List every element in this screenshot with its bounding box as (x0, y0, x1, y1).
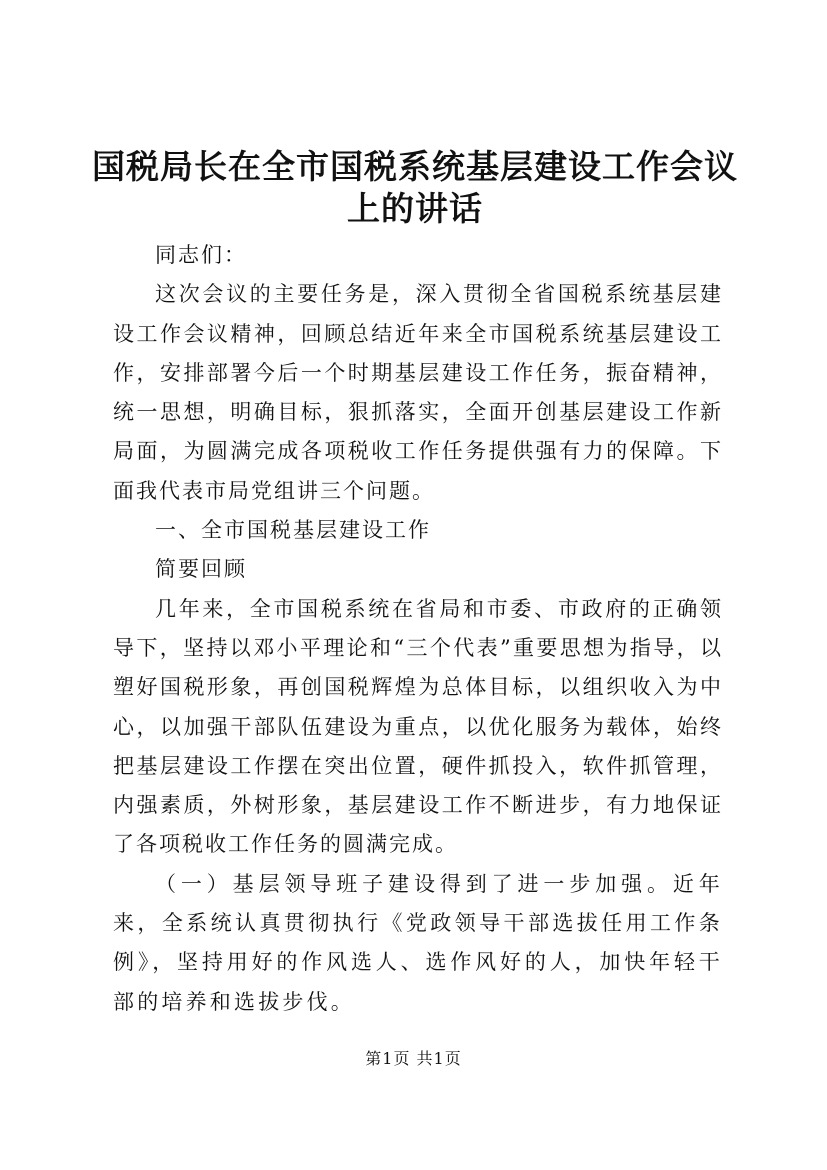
document-body (113, 236, 723, 1022)
intro-paragraph: 这次会议的主要任务是，深入贯彻全省国税系统基层建设工作会议精神，回顾总结近年来全市国税系统基层建设工作，安排部署今后一个时期基层建设工作任务，振奋精神，统一思想，明确目标，狠抓落实，全面开创基层建设工作新局面，为圆满完成各项税收工作任务提供强有力的保障。下面我代表市局党组讲三个问题。 (113, 282, 723, 503)
page-footer: 第1页 共1页 (365, 1049, 462, 1068)
leadership-paragraph: （一）基层领导班子建设得到了进一步加强。近年来，全系统认真贯彻执行《党政领导干部选拔任用工作条例》，坚持用好的作风选人、选作风好的人，加快年轻干部的培养和选拔步伐。 (113, 871, 723, 1014)
review-paragraph: 几年来，全市国税系统在省局和市委、市政府的正确领导下，坚持以邓小平理论和“三个代表”重要思想为指导，以塑好国税形象，再创国税辉煌为总体目标，以组织收入为中心，以加强干部队伍建设为重点，以优化服务为载体，始终把基层建设工作摆在突出位置，硬件抓投入，软件抓管理，内强素质，外树形象，基层建设工作不断进步，有力地保证了各项税收工作任务的圆满完成。 (113, 596, 723, 857)
salutation-paragraph: 同志们： (155, 243, 247, 267)
document-title: 国税局长在全市国税系统基层建设工作会议上的讲话 (92, 147, 738, 228)
section-heading: 一、全市国税基层建设工作 (155, 518, 431, 543)
subsection-heading: 简要回顾 (155, 557, 247, 582)
